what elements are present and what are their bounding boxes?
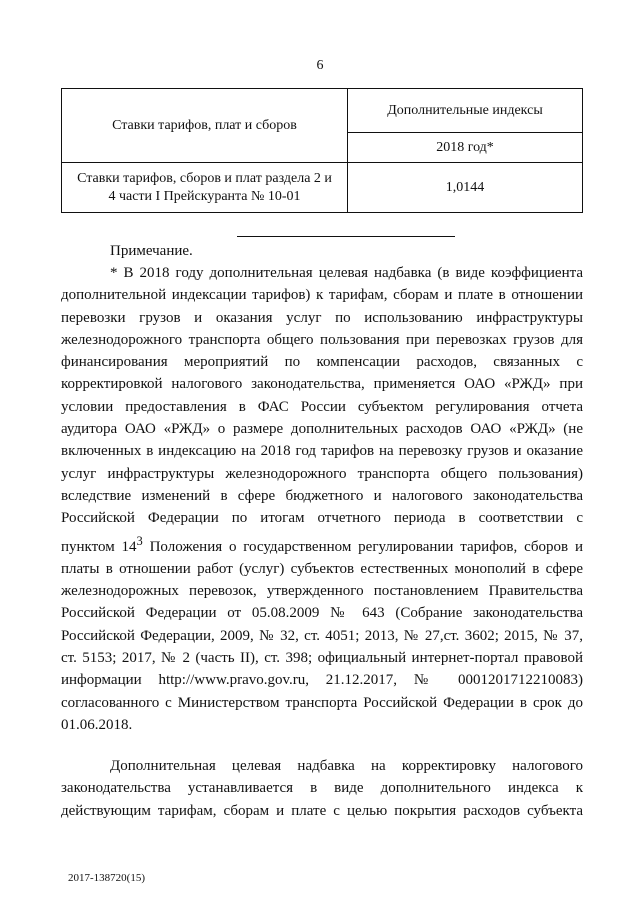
- note-line: корректировкой налогового законодательства, применяется ОАО «РЖД» при: [61, 376, 583, 393]
- tariff-table: [61, 88, 583, 213]
- note-line: перевозки грузов и оказания услуг по использованию инфраструктуры: [61, 309, 583, 326]
- paragraph-line: Дополнительная целевая надбавка на корректировку налогового: [110, 758, 583, 774]
- note-line: * В 2018 году дополнительная целевая надбавка (в виде коэффициента: [110, 265, 583, 281]
- paragraph-line: законодательства устанавливается в виде дополнительного индекса к: [61, 780, 583, 797]
- page-number: 6: [316, 58, 324, 73]
- separator-line: [237, 236, 455, 237]
- note-line-part: пунктом 14: [61, 538, 137, 555]
- note-line: дополнительной индексации тарифов) к тарифам, сборам и плате в отношении: [61, 287, 583, 304]
- note-line: условии предоставления в ФАС России субъектом регулирования отчета: [61, 398, 583, 415]
- note-line: платы в отношении работ (услуг) субъектов естественных монополий в сфере: [61, 560, 583, 577]
- note-line: железнодорожных перевозок, утвержденного постановлением Правительства: [61, 583, 583, 600]
- note-line-part: Положения о государственном регулировании тарифов, сборов и: [142, 538, 583, 555]
- note-line: услуг инфраструктуры железнодорожного транспорта общего пользования): [61, 465, 583, 482]
- footer-code: 2017-138720(15): [68, 872, 145, 884]
- note-line: информации http://www.pravo.gov.ru, 21.12.2017, № 0001201712210083): [61, 672, 583, 689]
- note-line: железнодорожного транспорта общего пользования при перевозках грузов для: [61, 331, 583, 348]
- note-line: аудитора ОАО «РЖД» о размере дополнительных расходов ОАО «РЖД» (не: [61, 421, 583, 438]
- table-header-rates: Ставки тарифов, плат и сборов: [62, 89, 348, 163]
- note-line: ст. 5153; 2017, № 2 (часть II), ст. 398; официальный интернет-портал правовой: [61, 650, 583, 667]
- table-header-indices: Дополнительные индексы: [348, 89, 583, 133]
- paragraph-line: действующим тарифам, сборам и плате с целью покрытия расходов субъекта: [61, 802, 583, 819]
- table-header-year: 2018 год*: [348, 133, 583, 163]
- note-line: вследствие изменений в сфере бюджетного и налогового законодательства: [61, 487, 583, 504]
- note-line: финансирования мероприятий по компенсации расходов, связанных с: [61, 354, 583, 371]
- note-line: 01.06.2018.: [61, 716, 133, 733]
- table-row-label-line: Ставки тарифов, сборов и плат раздела 2 и: [77, 170, 332, 186]
- note-line: согласованного с Министерством транспорта Российской Федерации в срок до: [61, 694, 583, 711]
- table-row-label: [62, 163, 348, 213]
- table-row-label-line: 4 части I Прейскуранта № 10-01: [108, 188, 301, 204]
- note-line: Российской Федерации от 05.08.2009 № 643 (Собрание законодательства: [61, 605, 583, 622]
- note-line: Российской Федерации, 2009, № 32, ст. 4051; 2013, № 27,ст. 3602; 2015, № 37,: [61, 627, 583, 644]
- table-row-value: 1,0144: [348, 163, 583, 213]
- superscript: 3: [136, 533, 143, 548]
- note-text: [61, 262, 583, 736]
- note-heading: Примечание.: [110, 243, 193, 259]
- note-line: включенных в индексацию на 2018 год тарифов на перевозку грузов и оказание: [61, 443, 583, 460]
- note-line-with-superscript: [61, 530, 583, 558]
- paragraph-text: [61, 755, 583, 822]
- note-line: Российской Федерации по итогам отчетного периода в соответствии с: [61, 510, 583, 527]
